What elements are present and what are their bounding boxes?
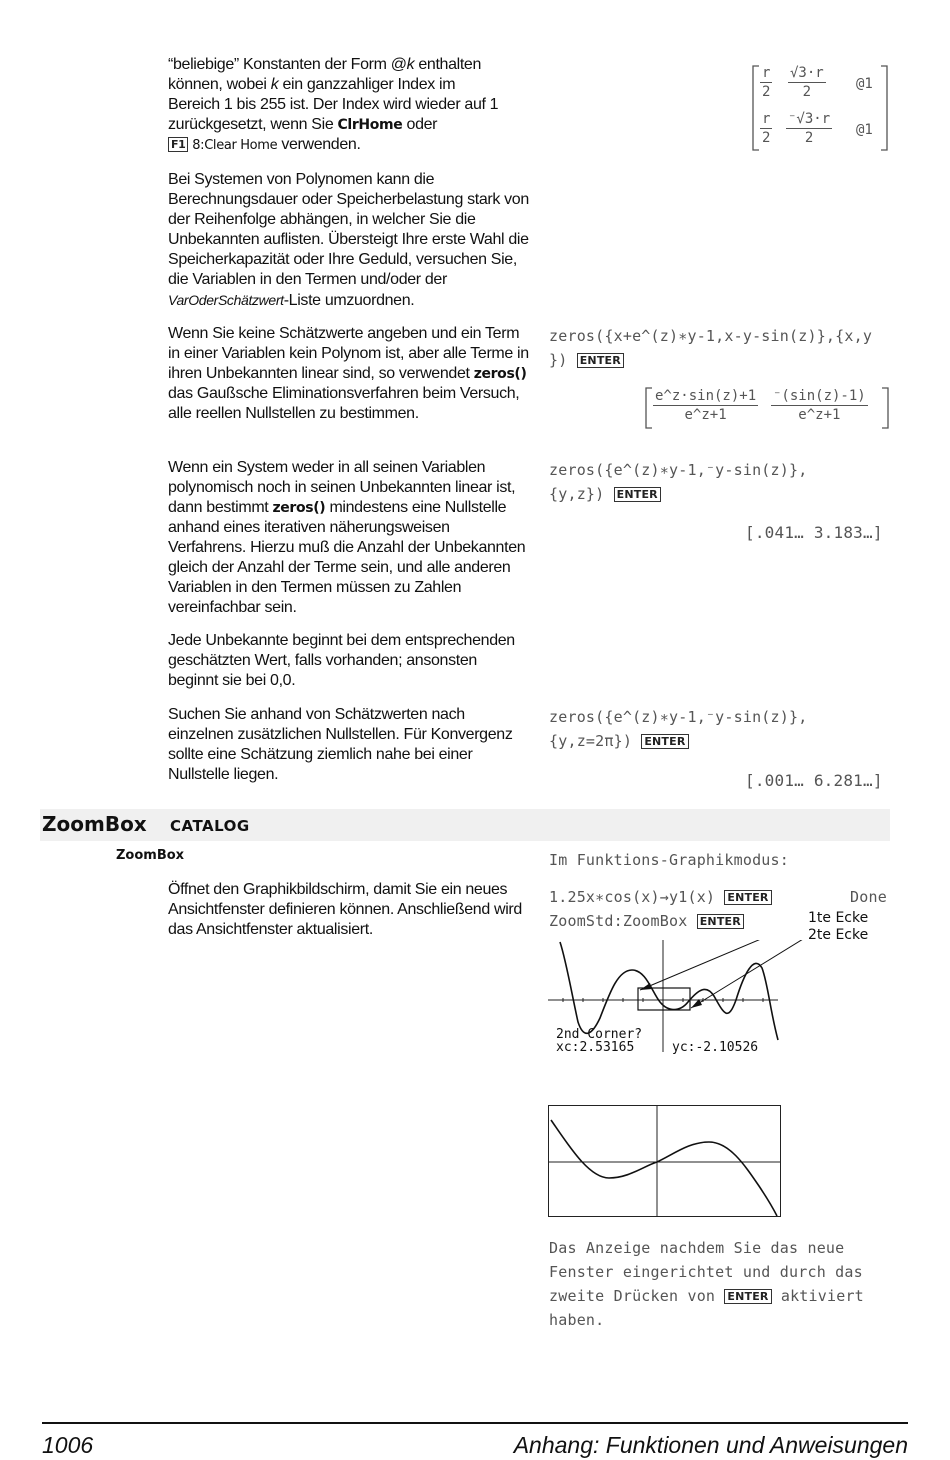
matrix-cell (653, 387, 758, 424)
text-run: zweite Drücken von (549, 1287, 716, 1305)
example-input-line: zeros({e^(z)∗y-1,⁻y-sin(z)}, (549, 461, 808, 479)
text-run: mindestens eine Nullstelle anhand eines iterativen näherungsweisen Verfahrens. Hierzu muß die Anzahl der Unbekannten gleich der Anzahl der Terme sein, und alle anderen Variablen in den Termen müssen zu Zahlen vereinfachbar sein. (168, 499, 526, 616)
function-curve (560, 942, 778, 1040)
paragraph-constants (168, 55, 530, 156)
text-run: ZoomStd:ZoomBox (549, 912, 688, 930)
paragraph-initial-guess (168, 631, 530, 691)
command-name: zeros() (272, 500, 326, 516)
paragraph-polynomial-systems (168, 170, 530, 311)
text-run: Bei Systemen von Polynomen kann die Berechnungsdauer oder Speicherbelastung stark von der Reihenfolge abhängen, in welcher Sie die Unbekannten auflisten. Übersteigt Ihre erste Wahl die Speicherkapazität oder Ihre Geduld, versuchen Sie, die Variablen in den Termen und/oder der (168, 171, 529, 288)
enter-key-icon: ENTER (724, 890, 771, 905)
enter-key-icon: ENTER (697, 914, 744, 929)
example-input-line (549, 888, 772, 906)
chapter-title: Anhang: Funktionen und Anweisungen (513, 1432, 908, 1458)
footer-rule (42, 1422, 908, 1424)
text-run: VarOderSchätzwert (168, 292, 284, 308)
syntax-line: ZoomBox (116, 848, 185, 863)
text-line: Bereich 1 bis 255 ist. Der Index wird wieder auf 1 (168, 96, 499, 113)
denominator: 2 (762, 130, 771, 146)
text-run: enthalten (414, 56, 482, 73)
text-run: oder (402, 116, 438, 133)
graph-screen-zoomed (548, 1105, 781, 1217)
corner1-label: 1te Ecke (808, 910, 869, 926)
screen-xc-readout: xc:2.53165 (556, 1040, 635, 1055)
example-input-line: zeros({e^(z)∗y-1,⁻y-sin(z)}, (549, 708, 808, 726)
caption-line: Fenster eingerichtet und durch das (549, 1263, 863, 1281)
arrow-corner2 (691, 940, 808, 1008)
f1-key-icon: F1 (168, 137, 188, 152)
text-line: Jede Unbekannte beginnt bei dem entsprechenden geschätzten Wert, falls vorhanden; ansonsten beginnt sie bei 0,0. (168, 632, 515, 689)
command-name: ClrHome (337, 117, 403, 133)
matrix-cell (760, 110, 772, 147)
text-run: ein ganzzahliger Index im (278, 76, 456, 93)
text-run: }) (549, 351, 568, 369)
paragraph-iterative (168, 458, 530, 618)
text-run: {y,z}) (549, 485, 605, 503)
matrix-cell (760, 64, 772, 101)
paragraph-additional-zeros (168, 705, 530, 785)
result-matrix-1 (750, 62, 890, 154)
numerator: r (762, 65, 771, 81)
mode-note: Im Funktions-Graphikmodus: (549, 851, 789, 869)
caption-line: Das Anzeige nachdem Sie das neue (549, 1239, 845, 1257)
example-result: [.001… 6.281…] (745, 771, 883, 790)
command-name: zeros() (473, 366, 527, 382)
example-result: [.041… 3.183…] (745, 523, 883, 542)
text-run: 1.25x∗cos(x)→y1(x) (549, 888, 716, 906)
numerator: e^z·sin(z)+1 (655, 388, 757, 404)
denominator: e^z+1 (798, 407, 841, 423)
text-run: können, wobei (168, 76, 271, 93)
numerator: r (762, 111, 771, 127)
denominator: 2 (802, 84, 812, 100)
example-input-line (549, 912, 744, 930)
enter-key-icon: ENTER (614, 487, 661, 502)
text-run: -Liste umzuordnen. (283, 292, 415, 309)
text-run: {y,z=2π}) (549, 732, 633, 750)
text-run: zurückgesetzt, wenn Sie (168, 116, 338, 133)
arrow-corner1 (640, 940, 806, 990)
text-run: aktiviert (771, 1287, 864, 1305)
text-run: Wenn ein System weder in all seinen Variablen polynomisch noch in seinen Unbekannten linear ist, dann bestimmt (168, 459, 516, 516)
result-matrix-2 (643, 385, 891, 431)
caption-line (549, 1284, 864, 1308)
menu-command: 8:Clear Home (188, 138, 278, 153)
denominator: e^z+1 (684, 407, 727, 423)
enter-key-icon: ENTER (577, 353, 624, 368)
enter-key-icon: ENTER (724, 1289, 771, 1304)
caption-line: haben. (549, 1311, 605, 1329)
matrix-cell (788, 64, 826, 101)
catalog-badge: CATALOG (170, 817, 250, 835)
example-input-line (549, 351, 624, 369)
numerator: ⁻(sin(z)-1) (773, 388, 866, 404)
text-run: “beliebige” Konstanten der Form @ (168, 56, 407, 73)
numerator: ⁻√3·r (788, 111, 831, 127)
section-header-bar (40, 809, 890, 841)
text-line: Suchen Sie anhand von Schätzwerten nach einzelnen zusätzlichen Nullstellen. Für Konvergenz sollte eine Schätzung ziemlich nahe bei einer Nullstelle liegen. (168, 706, 513, 783)
enter-key-icon: ENTER (641, 734, 688, 749)
zoomed-plot (549, 1106, 780, 1216)
screen-prompt: 2nd Corner? (556, 1027, 643, 1042)
corner2-label: 2te Ecke (808, 927, 869, 943)
paragraph-zoombox-description (168, 880, 530, 940)
screen-yc-readout: yc:-2.10526 (672, 1040, 759, 1055)
section-title: ZoomBox (42, 812, 147, 836)
text-run: Wenn Sie keine Schätzwerte angeben und ein Term in einer Variablen kein Polynom ist, aber alle Terme in ihren Unbekannten linear sind, so verwendet (168, 325, 529, 382)
example-input-line (549, 485, 661, 503)
numerator: √3·r (790, 65, 824, 81)
example-input-line (549, 732, 689, 750)
done-result: Done (850, 888, 887, 906)
page-number: 1006 (42, 1432, 94, 1458)
screen-caption (549, 1236, 864, 1332)
text-run: verwenden. (277, 136, 361, 153)
text-run: k (270, 76, 279, 93)
text-line: Öffnet den Graphikbildschirm, damit Sie ein neues Ansichtfenster definieren können. Anschließend wird das Ansichtfenster aktualisiert. (168, 881, 522, 938)
matrix-cell: @1 (856, 76, 873, 92)
denominator: 2 (804, 130, 814, 146)
text-run: das Gaußsche Eliminationsverfahren beim Versuch, alle reellen Nullstellen zu bestimmen. (168, 385, 520, 422)
matrix-cell (771, 387, 868, 424)
denominator: 2 (762, 84, 771, 100)
paragraph-gauss-elimination (168, 324, 530, 424)
arrow-head (640, 983, 652, 990)
example-input-line: zeros({x+e^(z)∗y-1,x-y-sin(z)},{x,y (549, 327, 873, 345)
text-run: k (406, 56, 415, 73)
function-curve (551, 1120, 777, 1216)
matrix-cell: @1 (856, 122, 873, 138)
matrix-cell (786, 110, 832, 147)
